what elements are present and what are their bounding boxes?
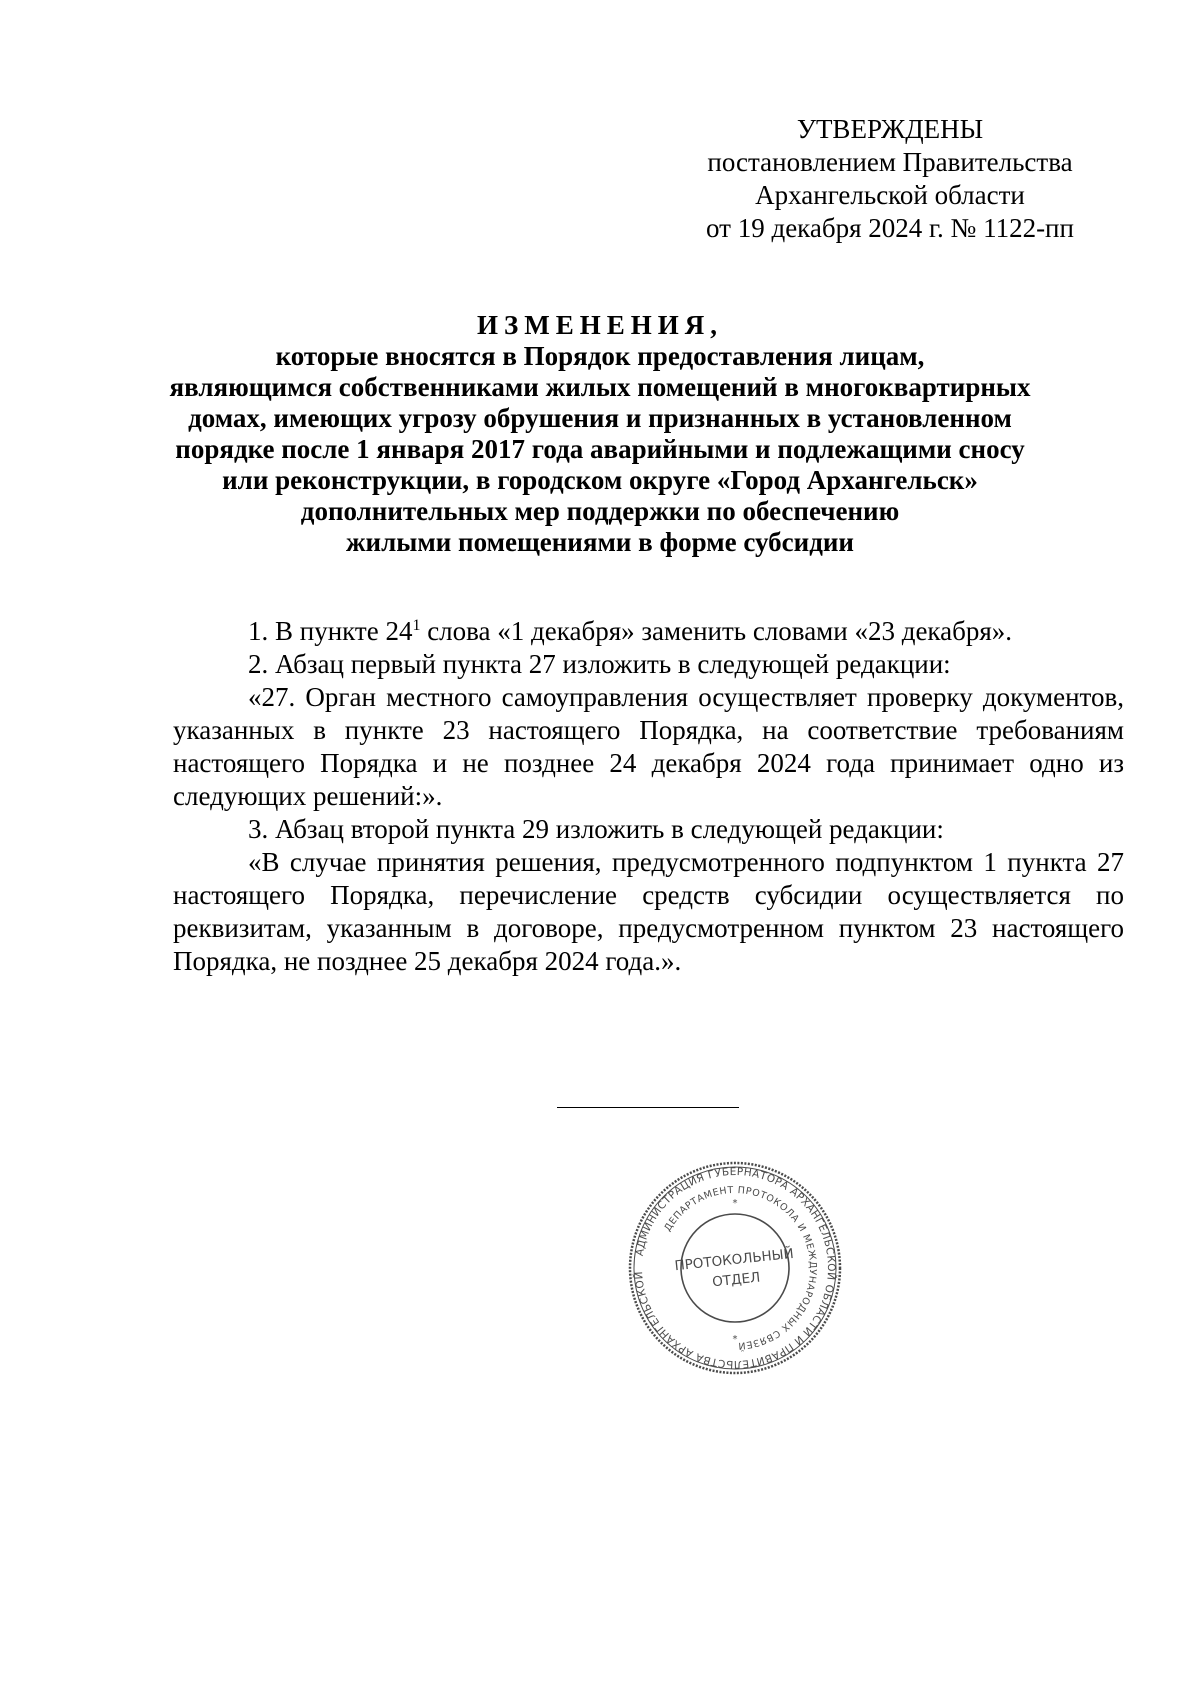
seal-star-glyph: * xyxy=(732,1334,738,1345)
title-line: которые вносятся в Порядок предоставления лицам, xyxy=(275,341,925,371)
end-divider xyxy=(557,1107,739,1108)
paragraph-1-end: слова «1 декабря» заменить словами «23 декабря». xyxy=(420,616,1013,646)
approval-block xyxy=(680,113,1100,245)
superscript-index: 1 xyxy=(412,617,421,634)
seal-center-line: ОТДЕЛ xyxy=(711,1269,762,1291)
approval-date-number: от 19 декабря 2024 г. № 1122-пп xyxy=(706,213,1074,243)
title-line: или реконструкции, в городском округе «Город Архангельск» xyxy=(222,465,978,495)
paragraph-1-start: 1. В пункте 24 xyxy=(248,616,413,646)
seal-outer-text: АДМИНИСТРАЦИЯ ГУБЕРНАТОРА АРХАНГЕЛЬСКОЙ ОБЛАСТИ И ПРАВИТЕЛЬСТВА АРХАНГЕЛЬСКОЙ xyxy=(632,1165,838,1371)
seal-center-line: ПРОТОКОЛЬНЫЙ xyxy=(673,1245,795,1275)
paragraph-4: 3. Абзац второй пункта 29 изложить в следующей редакции: xyxy=(248,814,944,844)
title-line: порядке после 1 января 2017 года аварийными и подлежащими сносу xyxy=(175,434,1025,464)
approval-line: постановлением Правительства xyxy=(707,147,1073,177)
approval-line: УТВЕРЖДЕНЫ xyxy=(796,114,984,144)
approval-line: Архангельской области xyxy=(755,180,1025,210)
title-line: дополнительных мер поддержки по обеспечению xyxy=(300,496,900,526)
official-seal xyxy=(627,1160,843,1376)
document-title xyxy=(140,310,1060,558)
seal-inner-text: ДЕПАРТАМЕНТ ПРОТОКОЛА И МЕЖДУНАРОДНЫХ СВЯЗЕЙ xyxy=(662,1184,819,1352)
seal-star-glyph: * xyxy=(732,1198,738,1209)
paragraph-2: 2. Абзац первый пункта 27 изложить в следующей редакции: xyxy=(248,649,951,679)
document-body xyxy=(173,615,1124,978)
paragraph-1 xyxy=(173,615,1124,648)
seal-graphic xyxy=(627,1160,843,1376)
title-line: домах, имеющих угрозу обрушения и признанных в установленном xyxy=(188,403,1012,433)
paragraph-3: «27. Орган местного самоуправления осуществляет проверку документов, указанных в пункте 23 настоящего Порядка, на соответствие требованиям настоящего Порядка и не позднее 24 декабря 2024 года принимает одно из следующих решений:». xyxy=(173,682,1124,811)
title-line: являющимся собственниками жилых помещений в многоквартирных xyxy=(169,372,1031,402)
title-heading: ИЗМЕНЕНИЯ, xyxy=(476,310,723,340)
title-line: жилыми помещениями в форме субсидии xyxy=(345,527,854,557)
paragraph-5: «В случае принятия решения, предусмотренного подпунктом 1 пункта 27 настоящего Порядка, перечисление средств субсидии осуществляется по реквизитам, указанным в договоре, предусмотренном пунктом 23 настоящего Порядка, не позднее 25 декабря 2024 года.». xyxy=(173,847,1124,976)
